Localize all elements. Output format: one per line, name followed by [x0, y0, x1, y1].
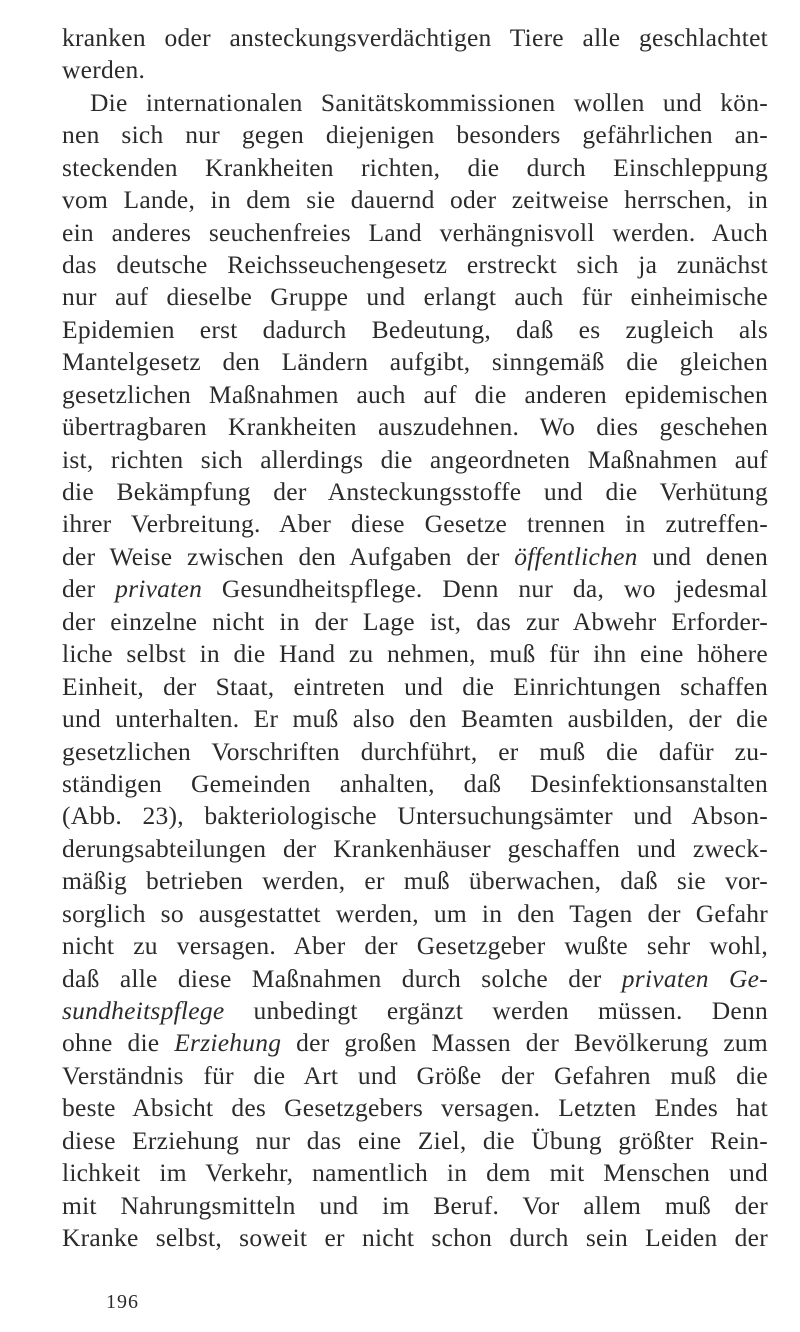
text-segment: der Weise zwischen den Aufgaben der — [62, 541, 515, 571]
text-segment: der einzelne nicht in der Lage ist, das zur Abwehr Erforder- — [62, 606, 768, 636]
text-line — [62, 863, 768, 899]
emphasized-text: sundheitspflege — [62, 995, 225, 1025]
text-segment: liche selbst in die Hand zu nehmen, muß für ihn eine höhere — [62, 639, 768, 669]
text-segment: das deutsche Reichsseuchengesetz erstreckt sich ja zunächst — [62, 250, 768, 280]
text-segment: beste Absicht des Gesetzgebers versagen. Letzten Endes hat — [62, 1093, 768, 1123]
text-segment: der großen Massen der Bevölkerung zum — [281, 1028, 768, 1058]
text-line — [62, 896, 768, 932]
text-line — [62, 798, 768, 834]
text-line — [62, 1090, 768, 1126]
text-line — [62, 831, 768, 867]
text-line — [62, 961, 768, 997]
text-segment: gesetzlichen Maßnahmen auch auf die anderen epidemischen — [62, 379, 768, 409]
text-segment: mit Nahrungsmitteln und im Beruf. Vor allem muß der — [62, 1190, 768, 1220]
text-segment: daß alle diese Maßnahmen durch solche der — [62, 963, 622, 993]
text-line — [62, 506, 768, 542]
text-line — [62, 344, 768, 380]
text-segment: ihrer Verbreitung. Aber diese Gesetze trennen in zutreffen- — [62, 509, 768, 539]
text-segment: nen sich nur gegen diejenigen besonders gefährlichen an- — [62, 120, 768, 150]
text-line — [62, 1220, 768, 1256]
text-line — [62, 1155, 768, 1191]
text-segment: vom Lande, in dem sie dauernd oder zeitweise herrschen, in — [62, 185, 768, 215]
text-line — [62, 409, 768, 445]
text-segment: Mantelgesetz den Ländern aufgibt, sinngemäß die gleichen — [62, 347, 768, 377]
text-line — [62, 604, 768, 640]
text-segment: lichkeit im Verkehr, namentlich in dem mit Menschen und — [62, 1158, 768, 1188]
text-line — [62, 279, 768, 315]
text-segment: ständigen Gemeinden anhalten, daß Desinfektionsanstalten — [62, 768, 768, 798]
emphasized-text: öffentlichen — [514, 541, 638, 571]
text-segment: derungsabteilungen der Krankenhäuser geschaffen und zweck- — [62, 833, 768, 863]
text-line — [62, 20, 768, 56]
text-line — [62, 1058, 768, 1094]
text-line — [62, 571, 768, 607]
page-number: 196 — [106, 1291, 139, 1313]
text-segment: gesetzlichen Vorschriften durchführt, er muß die dafür zu- — [62, 736, 768, 766]
text-line — [62, 182, 768, 218]
text-segment: (Abb. 23), bakteriologische Untersuchungsämter und Abson- — [62, 801, 768, 831]
text-line — [62, 1188, 768, 1224]
text-segment: nur auf dieselbe Gruppe und erlangt auch für einheimische — [62, 282, 768, 312]
text-line — [62, 669, 768, 705]
text-line — [90, 85, 768, 121]
emphasized-text: privaten Ge- — [621, 963, 768, 993]
text-segment: nicht zu versagen. Aber der Gesetzgeber wußte sehr wohl, — [62, 931, 768, 961]
text-line — [62, 312, 768, 348]
text-segment: übertragbaren Krankheiten auszudehnen. Wo dies geschehen — [62, 412, 768, 442]
text-line — [62, 636, 768, 672]
text-line — [62, 150, 768, 186]
text-segment: Gesundheitspflege. Denn nur da, wo jedesmal — [202, 574, 768, 604]
text-segment: Kranke selbst, soweit er nicht schon durch sein Leiden der — [62, 1223, 768, 1252]
text-segment: werden. — [62, 55, 146, 85]
text-line — [62, 52, 768, 88]
text-line — [62, 766, 768, 802]
text-segment: Einheit, der Staat, eintreten und die Einrichtungen schaffen — [62, 671, 768, 701]
text-segment: und unterhalten. Er muß also den Beamten ausbilden, der die — [62, 704, 768, 734]
text-line — [62, 928, 768, 964]
text-segment: Verständnis für die Art und Größe der Gefahren muß die — [62, 1060, 768, 1090]
text-segment: der — [62, 574, 116, 604]
text-line — [62, 474, 768, 510]
text-segment: ein anderes seuchenfreies Land verhängnisvoll werden. Auch — [62, 217, 768, 247]
text-line — [62, 993, 768, 1029]
text-segment: sorglich so ausgestattet werden, um in den Tagen der Gefahr — [62, 898, 768, 928]
emphasized-text: Erziehung — [174, 1028, 282, 1058]
text-line — [62, 247, 768, 283]
text-line — [62, 117, 768, 153]
text-line — [62, 442, 768, 478]
text-line — [62, 1025, 768, 1061]
text-segment: steckenden Krankheiten richten, die durch Einschleppung — [62, 152, 768, 182]
text-segment: ist, richten sich allerdings die angeordneten Maßnahmen auf — [62, 444, 768, 474]
text-segment: Epidemien erst dadurch Bedeutung, daß es zugleich als — [62, 314, 768, 344]
text-segment: und denen — [637, 541, 768, 571]
text-line — [62, 539, 768, 575]
text-segment: kranken oder ansteckungsverdächtigen Tiere alle geschlachtet — [62, 23, 768, 52]
text-line — [62, 215, 768, 251]
text-line — [62, 1123, 768, 1159]
text-line — [62, 377, 768, 413]
text-segment: ohne die — [62, 1028, 175, 1058]
text-segment: diese Erziehung nur das eine Ziel, die Übung größter Rein- — [62, 1125, 768, 1155]
text-line — [62, 734, 768, 770]
text-line — [62, 701, 768, 737]
text-segment: mäßig betrieben werden, er muß überwachen, daß sie vor- — [62, 866, 768, 896]
text-segment: unbedingt ergänzt werden müssen. Denn — [224, 995, 768, 1025]
text-segment: die Bekämpfung der Ansteckungsstoffe und die Verhütung — [62, 477, 768, 507]
emphasized-text: privaten — [115, 574, 203, 604]
text-segment: Die internationalen Sanitätskommissionen wollen und kön- — [90, 87, 768, 117]
